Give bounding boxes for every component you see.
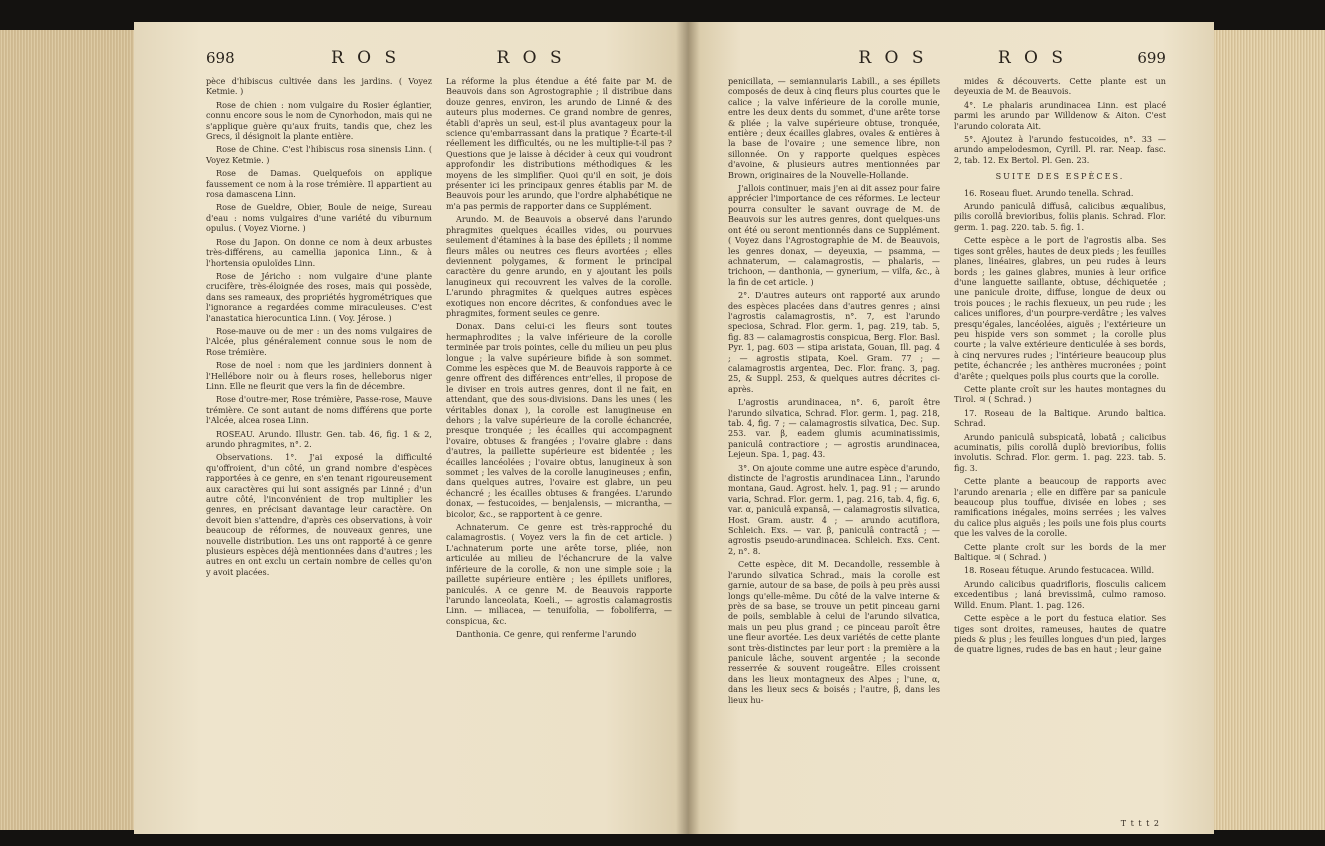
left-page-header (206, 48, 672, 74)
paragraph: Donax. Dans celui-ci les fleurs sont toutes hermaphrodites ; la valve inférieure de la corolle terminée par trois pointes, celle du milieu un peu plus longue ; la valve supérieure bifide à son sommet. Comme les espèces que M. de Beauvois rapporte à ce genre offrent des différences entr'elles, il propose de le diviser en trois autres genres, dont il ne fait, en attendant, que des sous-divisions. Dans les unes ( les véritables donax ), la corolle est lanugineuse en dehors ; la valve supérieure de la corolle échancrée, presque tronquée ; les écailles qui accompagnent l'ovaire, obtuses & frangées ; l'ovaire glabre : dans d'autres, la paillette supérieure est bidentée ; les écailles lancéolées ; l'ovaire obtus, lanugineux à son sommet ; les valves de la corolle lanugineuses ; enfin, dans quelques autres, l'ovaire est glabre, un peu échancré ; les écailles obtuses & frangées. L'arundo donax, — festucoides, — benjalensis, — micrantha, — bicolor, &c., se rapportent à ce genre. (446, 321, 672, 519)
paragraph: 16. Roseau fluet. Arundo tenella. Schrad. (964, 187, 1134, 198)
paragraph: Achnaterum. Ce genre est très-rapproché du calamagrostis. ( Voyez vers la fin de cet article. ) L'achnaterum porte une arête torse, pliée, non articulée au milieu de l'échancrure de la valve inférieure de la corolle, & non une simple soie ; la paillette supérieure entière ; les épillets uniflores, paniculés. A ce genre M. de Beauvois rapporte l'arundo lanceolata, Koeli., — agrostis calamagrostis Linn. — miliacea, — tenuifolia, — foboliferra, — conspicua, &c. (446, 522, 672, 626)
paragraph: Rose de Jéricho : nom vulgaire d'une plante crucifère, très-éloignée des roses, mais qui possède, dans ses rameaux, des propriétés hygrométriques que l'ignorance a regardées comme miraculeuses. C'est l'anastatica hierocuntica Linn. ( Voy. Jérose. ) (206, 270, 432, 323)
paragraph: 3°. On ajoute comme une autre espèce d'arundo, distincte de l'agrostis arundinacea Linn., l'arundo montana, Gaud. Agrost. helv. 1, pag. 91 ; — arundo varia, Schrad. Flor. germ. 1, pag. 216, tab. 4, fig. 6, var. α, paniculâ expansâ, — calamagrostis silvatica, Host. Gram. austr. 4 ; — arundo acutiflora, Schleich. Exs. — var. β, paniculâ contractâ ; — agrostis pseudo-arundinacea. Schleich. Exs. Cent. 2, n°. 8. (728, 462, 940, 556)
right-page (688, 22, 1214, 834)
book-gutter (676, 22, 700, 834)
paragraph: Danthonia. Ce genre, qui renferme l'arundo (456, 629, 637, 640)
paragraph: Cette espèce a le port du festuca elatior. Ses tiges sont droites, rameuses, hautes de quatre pieds & plus ; les feuilles longues d'un pied, larges de quatre lignes, rudes de bas en haut ; leur gaine (954, 613, 1166, 655)
right-running-head-1: R O S (858, 48, 928, 68)
paragraph: Rose de noel : nom que les jardiniers donnent à l'Hellébore noir ou à fleurs roses, helleborus niger Linn. Elle ne fleurit que vers la fin de décembre. (206, 360, 432, 391)
paragraph: Rose de Gueldre, Obier, Boule de neige, Sureau d'eau : noms vulgaires d'une variété du viburnum opulus. ( Voyez Viorne. ) (206, 202, 432, 234)
paragraph: Arundo paniculâ subspicatâ, lobatâ ; calicibus acuminatis, pilis corollâ duplò brevioribus, foliis involutis. Schrad. Flor. germ. 1. pag. 223. tab. 5. fig. 3. (954, 431, 1166, 473)
left-page-column-1 (206, 76, 432, 643)
paragraph: penicillata, — semiannularis Labill., a ses épillets composés de deux à cinq fleurs plus courtes que le calice ; la valve inférieure de la corolle munie, entre les deux dents du sommet, d'une arête torse & pliée ; la valve supérieure obtuse, tronquée, entière ; deux écailles glabres, ovales & entières à la base de l'ovaire ; une semence libre, non sillonnée. On y rapporte quelques espèces d'avoine, & plusieurs autres mentionnées par Brown, originaires de la Nouvelle-Hollande. (728, 76, 940, 180)
paragraph: L'agrostis arundinacea, n°. 6, paroît être l'arundo silvatica, Schrad. Flor. germ. 1, pag. 218, tab. 4, fig. 7 ; — calamagrostis silvatica, Dec. Sup. 253. var. β, eadem glumis acuminatissimis, paniculâ contractiore ; — agrostis arundinacea, Lejeun. Spa. 1, pag. 43. (728, 397, 940, 460)
paragraph: Arundo calicibus quadrifloris, flosculis calicem excedentibus ; laná brevissimâ, culmo ramoso. Willd. Enum. Plant. 1. pag. 126. (954, 578, 1166, 610)
paragraph: 2°. D'autres auteurs ont rapporté aux arundo des espèces placées dans d'autres genres ; ainsi l'agrostis calamagrostis, n°. 7, est l'arundo speciosa, Schrad. Flor. germ. 1, pag. 219, tab. 5, fig. 83 — calamagrostis conspicua, Berg. Flor. Basl. Pyr. 1, pag. 603 — stipa aristata, Gouan, Ill. pag. 4 ; — agrostis stipata, Koel. Gram. 77 ; — calamagrostis argentea, Dec. Flor. franç. 3, pag. 25, & Suppl. 253, & quelques autres décrites ci-après. (728, 290, 940, 394)
right-page-edges (1205, 30, 1325, 830)
paragraph: Cette plante croît sur les hautes montagnes du Tirol. ♃ ( Schrad. ) (954, 383, 1166, 405)
paragraph: Arundo. M. de Beauvois a observé dans l'arundo phragmites quelques écailles vides, ou pourvues seulement d'étamines à la base des épillets ; il nomme fleurs mâles ou neutres ces fleurs avortées ; elles deviennent polygames, & forment le principal caractère du genre arundo, en y ajoutant les poils lanugineux qui recouvrent les valves de la corolle. L'arundo phragmites & quelques autres espèces exotiques non encore décrites, & confondues avec le phragmites, forment seules ce genre. (446, 214, 672, 318)
paragraph: mides & découverts. Cette plante est un deyeuxia de M. de Beauvois. (954, 76, 1166, 97)
left-page-column-2 (446, 76, 672, 643)
paragraph: Rose d'outre-mer, Rose trémière, Passe-rose, Mauve trémière. Ce sont autant de noms différens que porte l'Alcée, alcea rosea Linn. (206, 394, 432, 426)
paragraph: Cette plante a beaucoup de rapports avec l'arundo arenaria ; elle en diffère par sa panicule beaucoup plus touffue, divisée en lobes ; ses ramifications inégales, moins serrées ; les valves du calice plus aiguës ; les poils une fois plus courts que les valves de la corolle. (954, 476, 1166, 539)
left-page-edges (0, 30, 140, 830)
paragraph: Cette plante croît sur les bords de la mer Baltique. ♃ ( Schrad. ) (954, 541, 1166, 563)
right-running-head-2: R O S (997, 48, 1068, 68)
catchword: T t t t 2 (1120, 819, 1160, 828)
paragraph: 5°. Ajoutez à l'arundo festucoides, n°. 33 — arundo ampelodesmon, Cyrill. Pl. rar. Neap. fasc. 2, tab. 12. Ex Bertol. Pl. Gen. 23. (954, 134, 1166, 165)
paragraph: pèce d'hibiscus cultivée dans les jardins. ( Voyez Ketmie. ) (206, 76, 432, 97)
right-page-number: 699 (1137, 49, 1166, 67)
paragraph: Rose de Damas. Quelquefois on applique faussement ce nom à la rose trémière. Il appartient au rosa damascena Linn. (206, 168, 432, 200)
paragraph: SUITE DES ESPÈCES. (995, 171, 1125, 182)
paragraph: J'allois continuer, mais j'en ai dit assez pour faire apprécier l'importance de ces réformes. Le lecteur pourra consulter le savant ouvrage de M. de Beauvois sur les autres genres, dont quelques-uns ont été ou seront mentionnés dans ce Supplément. ( Voyez dans l'Agrostographie de M. de Beauvois, les genres donax, — deyeuxia, — psamma, — achnaterum, — calamagrostis, — phalaris, — trichoon, — danthonia, — gynerium, — vilfa, &c., à la fin de cet article. ) (728, 183, 940, 287)
paragraph: Rose-mauve ou de mer : un des noms vulgaires de l'Alcée, plus généralement connue sous le nom de Rose trémière. (206, 325, 432, 357)
paragraph: Rose de Chine. C'est l'hibiscus rosa sinensis Linn. ( Voyez Ketmie. ) (206, 144, 432, 165)
right-page-column-1 (728, 76, 940, 708)
paragraph: 4°. Le phalaris arundinacea Linn. est placé parmi les arundo par Willdenow & Aiton. C'est l'arundo colorata Ait. (954, 99, 1166, 131)
left-page-number: 698 (206, 49, 235, 67)
paragraph: Rose de chien : nom vulgaire du Rosier églantier, connu encore sous le nom de Cynorhodon, mais qui ne s'applique guère qu'aux fruits, tandis que, chez les Grecs, il désignoit la plante entière. (206, 99, 432, 142)
left-page (134, 22, 688, 834)
left-running-head-1: R O S (330, 48, 401, 68)
left-running-head-2: R O S (496, 48, 566, 68)
paragraph: La réforme la plus étendue a été faite par M. de Beauvois dans son Agrostographie ; il distribue dans douze genres, environ, les arundo de Linné & des auteurs plus modernes. Ce grand nombre de genres, établi d'après un seul, est-il plus avantageux pour la science qu'embarrassant dans la pratique ? Écarte-t-il réellement les difficultés, ou ne les multiplie-t-il pas ? Questions que je laisse à décider à ceux qui voudront approfondir les distributions méthodiques & les moyens de les simplifier. Quoi qu'il en soit, je dois présenter ici les principaux genres établis par M. de Beauvois pour les arundo, que l'ordre alphabétique ne m'a pas permis de rapporter dans ce Supplément. (446, 76, 672, 211)
paragraph: Arundo paniculâ diffusâ, calicibus æqualibus, pilis corollâ brevioribus, foliis planis. Schrad. Flor. germ. 1. pag. 220. tab. 5. fig. 1. (954, 201, 1166, 232)
paragraph: 17. Roseau de la Baltique. Arundo baltica. Schrad. (954, 407, 1166, 429)
paragraph: Cette espèce, dit M. Decandolle, ressemble à l'arundo silvatica Schrad., mais la corolle est garnie, autour de sa base, de poils à peu près aussi longs qu'elle-même. Du côté de la valve interne & près de sa base, se trouve un petit pinceau garni de poils, semblable à celui de l'arundo silvatica, mais un peu plus grand ; ce pinceau paroît être une fleur avortée. Les deux variétés de cette plante sont très-distinctes par leur port : la première a la panicule lâche, souvent argentée ; la seconde resserrée & souvent rougeâtre. Elles croissent dans les lieux montagneux des Alpes ; l'une, α, dans les lieux secs & boisés ; l'autre, β, dans les lieux hu- (728, 559, 940, 705)
right-page-header (728, 48, 1166, 74)
right-page-column-2 (954, 76, 1166, 708)
paragraph: Cette espèce a le port de l'agrostis alba. Ses tiges sont grêles, hautes de deux pieds ; les feuilles planes, linéaires, glabres, un peu rudes à leurs bords ; les gaines glabres, munies à leur orifice d'une languette saillante, obtuse, déchiquetée ; une panicule droite, diffuse, longue de deux ou trois pouces ; le rachis flexueux, un peu rude ; les calices uniflores, d'un pourpre-verdâtre ; les valves presqu'égales, lancéolées, aiguës ; l'extérieure un peu hispide vers son sommet ; la corolle plus courte ; la valve extérieure denticulée à ses bords, à cinq nervures rudes ; l'intérieure beaucoup plus petite, échancrée ; les anthères mucronées ; point d'arête ; quelques poils plus courts que la corolle. (954, 235, 1166, 381)
paragraph: Rose du Japon. On donne ce nom à deux arbustes très-différens, au camellia japonica Linn., & à l'hortensia opuloïdes Linn. (206, 236, 432, 268)
paragraph: 18. Roseau fétuque. Arundo festucacea. Willd. (964, 565, 1155, 576)
paragraph: Observations. 1°. J'ai exposé la difficulté qu'offroient, d'un côté, un grand nombre d'espèces rapportées à ce genre, en s'en tenant rigoureusement aux caractères qui lui sont assignés par Linné ; d'un autre côté, l'inconvénient de trop multiplier les genres, en précisant davantage leur caractère. On devoit bien s'attendre, d'après ces observations, à voir beaucoup de réformes, de nouveaux genres, une nouvelle distribution. Les uns ont rapporté à ce genre plusieurs espèces déjà mentionnées dans d'autres ; les autres en ont exclu un certain nombre de celles qu'on y avoit placées. (206, 452, 432, 577)
paragraph: ROSEAU. Arundo. Illustr. Gen. tab. 46, fig. 1 & 2, arundo phragmites, n°. 2. (206, 428, 432, 449)
